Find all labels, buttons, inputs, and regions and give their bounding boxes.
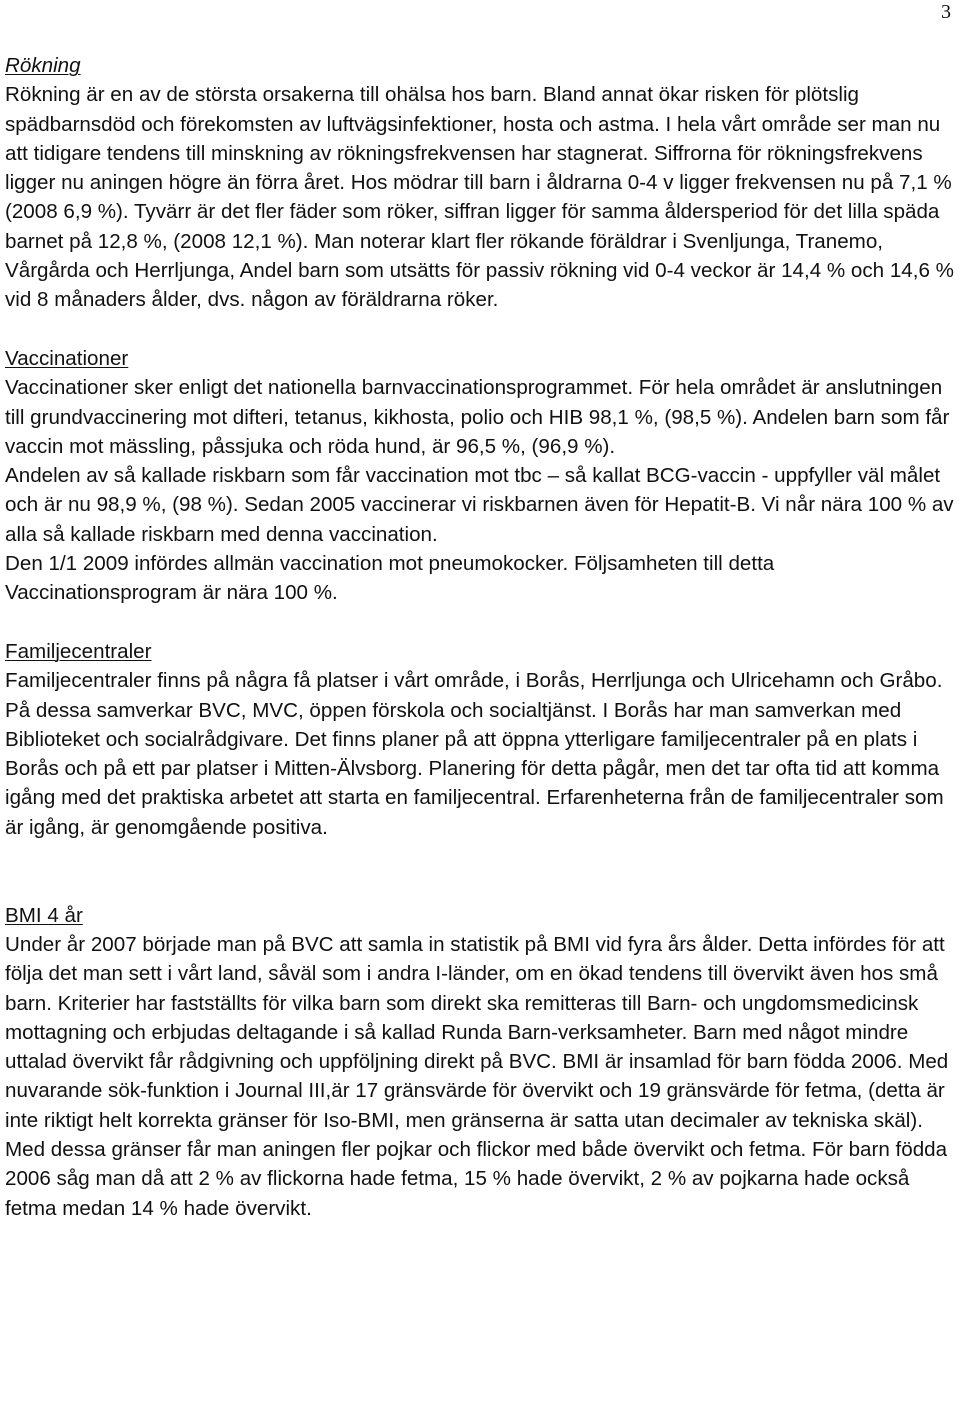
page-number: 3 [941, 1, 951, 23]
paragraph: Vaccinationer sker enligt det nationella barnvaccinationsprogrammet. För hela området är anslutningen till grundvaccinering mot difteri, tetanus, kikhosta, polio och HIB 98,1 %, (98,5 %). Andelen barn som får vaccin mot mässling, påssjuka och röda hund, är 96,5 %, (96,9 %). [5, 376, 950, 458]
section-heading-bmi: BMI 4 år [5, 903, 83, 927]
paragraph: Under år 2007 började man på BVC att samla in statistik på BMI vid fyra års ålder. Detta infördes för att följa det man sett i vårt land, såväl som i andra I-länder, om en ökad tendens till övervikt även hos små barn. Kriterier har fastställts för vilka barn som direkt ska remitteras till Barn- och ungdomsmedicinsk mottagning och erbjudas deltagande i så kallad Runda Barn-verksamheter. Barn med något mindre uttalad övervikt får rådgivning och uppföljning direkt på BVC. BMI är insamlad för barn födda 2006. Med nuvarande sök-funktion i Journal III,är 17 gränsvärde för övervikt och 19 gränsvärde för fetma, (detta är inte riktigt helt korrekta gränser för Iso-BMI, men gränserna är satta utan decimaler av tekniska skäl). Med dessa gränser får man aningen fler pojkar och flickor med både övervikt och fetma. För barn födda 2006 såg man då att 2 % av flickorna hade fetma, 15 % hade övervikt, 2 % av pojkarna hade också fetma medan 14 % hade övervikt. [5, 932, 949, 1220]
paragraph: Rökning är en av de största orsakerna till ohälsa hos barn. Bland annat ökar risken för plötslig spädbarnsdöd och förekomsten av luftvägsinfektioner, hosta och astma. I hela vårt område ser man nu att tidigare tendens till minskning av rökningsfrekvensen har stagnerat. Siffrorna för rökningsfrekvens ligger nu aningen högre än förra året. Hos mödrar till barn i åldrarna 0-4 v ligger frekvensen nu på 7,1 % (2008 6,9 %). Tyvärr är det fler fäder som röker, siffran ligger för samma åldersperiod för det lilla späda barnet på 12,8 %, (2008 12,1 %). Man noterar klart fler rökande föräldrar i Svenljunga, Tranemo, Vårgårda och Herrljunga, Andel barn som utsätts för passiv rökning vid 0-4 veckor är 14,4 % och 14,6 % vid 8 månaders ålder, dvs. någon av föräldrarna röker. [5, 83, 954, 312]
page-content [5, 51, 957, 1223]
spacer [5, 315, 957, 344]
paragraph: Den 1/1 2009 infördes allmän vaccination mot pneumokocker. Följsamheten till detta Vaccinationsprogram är nära 100 %. [5, 552, 775, 605]
section-rokning [5, 51, 957, 315]
spacer [5, 608, 957, 637]
section-bmi [5, 901, 957, 1223]
section-heading-vaccinationer: Vaccinationer [5, 346, 129, 370]
paragraph: Andelen av så kallade riskbarn som får vaccination mot tbc – så kallat BCG-vaccin - uppfyller väl målet och är nu 98,9 %, (98 %). Sedan 2005 vaccinerar vi riskbarnen även för Hepatit-B. Vi når nära 100 % av alla så kallade riskbarn med denna vaccination. [5, 464, 954, 546]
section-familjecentraler [5, 637, 957, 842]
spacer [5, 842, 957, 901]
section-heading-familjecentraler: Familjecentraler [5, 639, 152, 663]
section-vaccinationer [5, 344, 957, 608]
section-heading-rokning: Rökning [5, 54, 81, 77]
paragraph: Familjecentraler finns på några få platser i vårt område, i Borås, Herrljunga och Ulricehamn och Gråbo. På dessa samverkar BVC, MVC, öppen förskola och socialtjänst. I Borås har man samverkan med Biblioteket och socialrådgivare. Det finns planer på att öppna ytterligare familjecentraler på en plats i Borås och på ett par platser i Mitten-Älvsborg. Planering för detta pågår, men det tar ofta tid att komma igång med det praktiska arbetet att starta en familjecentral. Erfarenheterna från de familjecentraler som är igång, är genomgående positiva. [5, 669, 944, 839]
